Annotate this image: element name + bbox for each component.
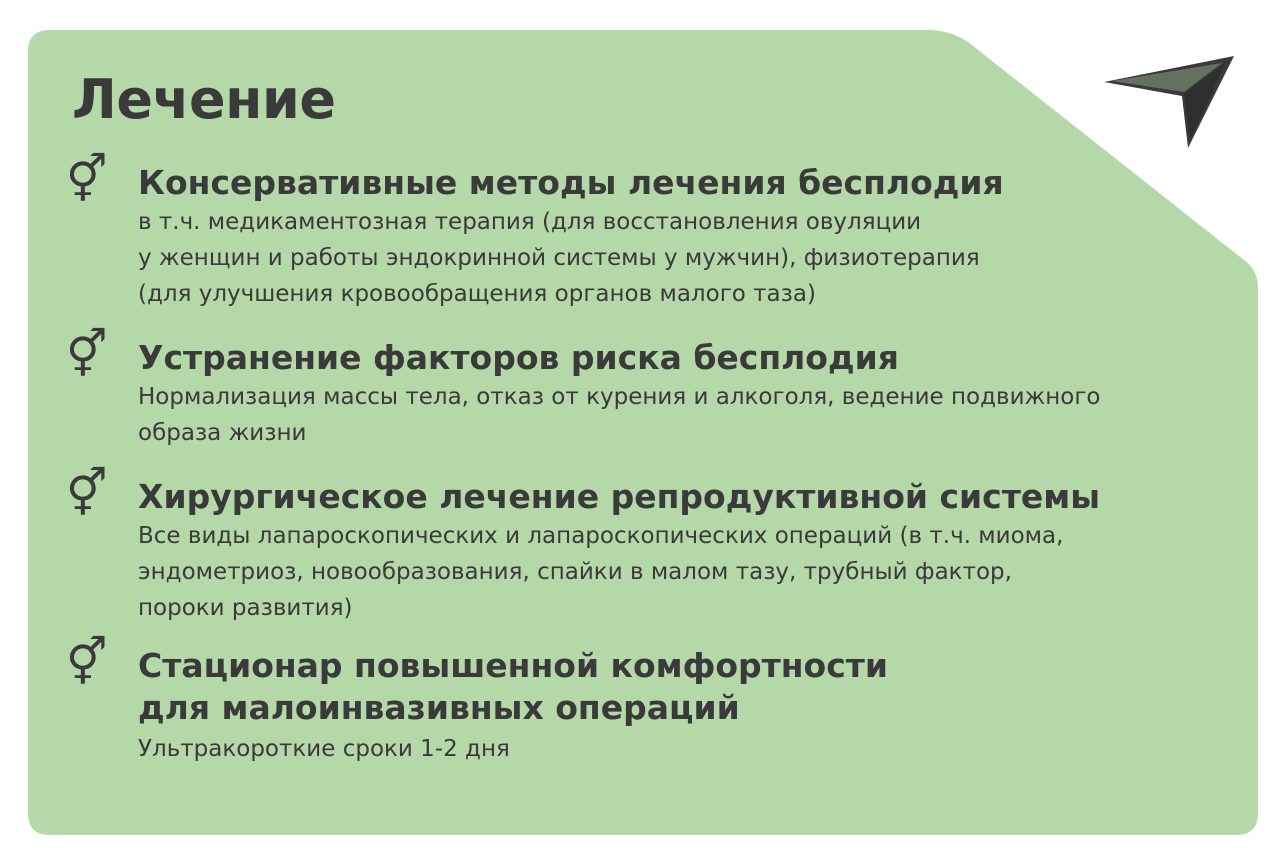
item-description: Ультракороткие сроки 1-2 дня: [138, 736, 510, 762]
treatment-card: [28, 30, 1258, 835]
paper-plane-logo: [1104, 52, 1234, 148]
item-description: в т.ч. медикаментозная терапия (для восстановления овуляции у женщин и работы эндокринной системы у мужчин), физиотерапия (для улучшения кровообращения органов малого таза): [138, 209, 980, 307]
item-heading: Хирургическое лечение репродуктивной системы: [138, 477, 1101, 516]
male-female-symbol-icon: ⚥: [66, 152, 108, 206]
male-female-symbol-icon: ⚥: [66, 327, 108, 381]
item-description: Нормализация массы тела, отказ от курения и алкоголя, ведение подвижного образа жизни: [138, 384, 1101, 446]
item-heading: Устранение факторов риска бесплодия: [138, 338, 899, 377]
page-title: Лечение: [72, 68, 336, 131]
item-description: Все виды лапароскопических и лапароскопических операций (в т.ч. миома, эндометриоз, новообразования, спайки в малом тазу, трубный фактор, пороки развития): [138, 523, 1064, 621]
male-female-symbol-icon: ⚥: [66, 466, 108, 520]
item-heading: Стационар повышенной комфортности для малоинвазивных операций: [138, 646, 889, 727]
male-female-symbol-icon: ⚥: [66, 635, 108, 689]
item-heading: Консервативные методы лечения бесплодия: [138, 163, 1004, 202]
